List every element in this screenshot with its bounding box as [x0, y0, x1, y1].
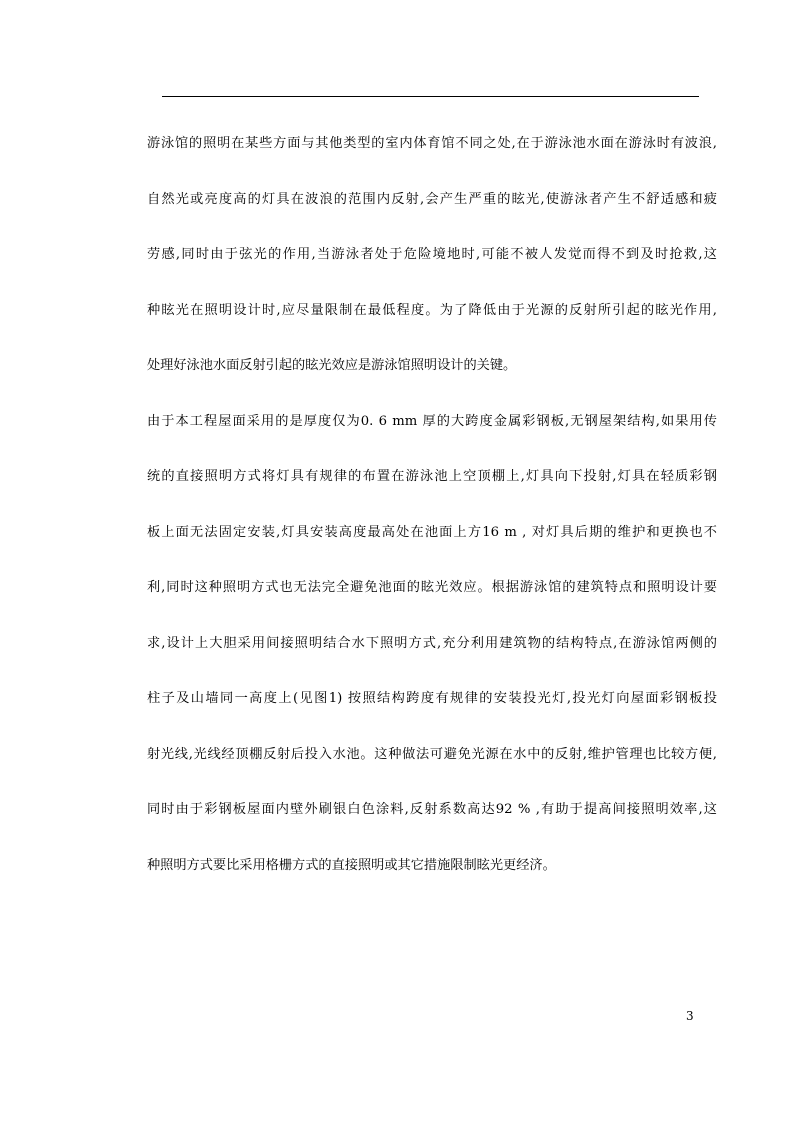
- page-number: 3: [686, 1009, 694, 1023]
- paragraph-2-line-1: 由于本工程屋面采用的是厚度仅为0. 6 mm 厚的大跨度金属彩钢板,无钢屋架结构,如果用传: [147, 414, 717, 429]
- paragraph-2-line-6: 柱子及山墙同一高度上(见图1) 按照结构跨度有规律的安装投光灯,投光灯向屋面彩钢板投: [147, 691, 717, 706]
- paragraph-2-line-8: 同时由于彩钢板屋面内壁外刷银白色涂料,反射系数高达92 % ,有助于提高间接照明效率,这: [147, 802, 717, 817]
- paragraph-1-line-2: 自然光或亮度高的灯具在波浪的范围内反射,会产生严重的眩光,使游泳者产生不舒适感和疲: [147, 192, 717, 207]
- paragraph-2-line-2: 统的直接照明方式将灯具有规律的布置在游泳池上空顶棚上,灯具向下投射,灯具在轻质彩钢: [147, 469, 717, 484]
- paragraph-2-line-4: 利,同时这种照明方式也无法完全避免池面的眩光效应。根据游泳馆的建筑特点和照明设计要: [147, 580, 717, 595]
- paragraph-2-line-5: 求,设计上大胆采用间接照明结合水下照明方式,充分利用建筑物的结构特点,在游泳馆两侧的: [147, 636, 717, 651]
- paragraph-1-line-4: 种眩光在照明设计时,应尽量限制在最低程度。为了降低由于光源的反射所引起的眩光作用,: [147, 303, 717, 318]
- paragraph-2-line-9: 种照明方式要比采用格栅方式的直接照明或其它措施限制眩光更经济。: [147, 858, 556, 873]
- paragraph-2-line-7: 射光线,光线经顶棚反射后投入水池。这种做法可避免光源在水中的反射,维护管理也比较方便,: [147, 747, 717, 762]
- paragraph-2-line-3: 板上面无法固定安装,灯具安装高度最高处在池面上方16 m , 对灯具后期的维护和更换也不: [147, 525, 717, 540]
- paragraph-1-line-3: 劳感,同时由于弦光的作用,当游泳者处于危险境地时,可能不被人发觉而得不到及时抢救,这: [147, 247, 717, 262]
- paragraph-1-line-5: 处理好泳池水面反射引起的眩光效应是游泳馆照明设计的关键。: [147, 358, 517, 373]
- paragraph-1-line-1: 游泳馆的照明在某些方面与其他类型的室内体育馆不同之处,在于游泳池水面在游泳时有波浪,: [147, 136, 717, 151]
- header-rule: [162, 96, 699, 97]
